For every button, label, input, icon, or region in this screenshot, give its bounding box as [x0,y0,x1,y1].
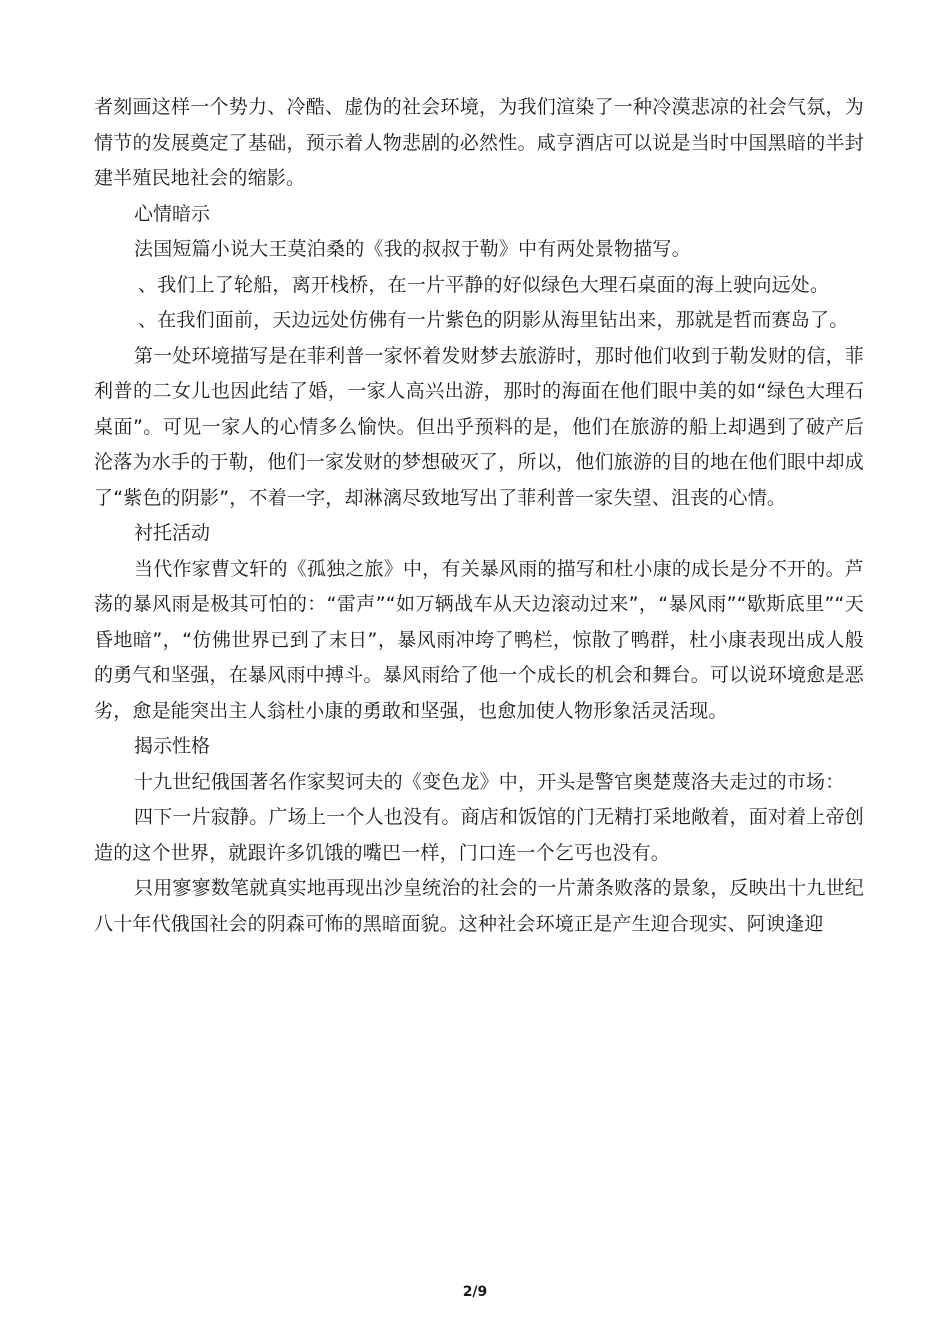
document-body [94,90,864,942]
page-number: 2/9 [462,1284,488,1300]
paragraph-analysis-mood: 第一处环境描写是在菲利普一家怀着发财梦去旅游时，那时他们收到于勒发财的信，菲利普的二女儿也因此结了婚，一家人高兴出游，那时的海面在他们眼中美的如“绿色大理石桌面”。可见一家人的心情多么愉快。但出乎预料的是，他们在旅游的船上却遇到了破产后沦落为水手的于勒，他们一家发财的梦想破灭了，所以，他们旅游的目的地在他们眼中却成了“紫色的阴影”，不着一字，却淋漓尽致地写出了菲利普一家失望、沮丧的心情。 [94,344,864,509]
section-heading-contrast: 衬托活动 [134,522,211,544]
section-heading-character: 揭示性格 [134,735,211,757]
paragraph-quote-chekhov: 四下一片寂静。广场上一个人也没有。商店和饭馆的门无精打采地敞着，面对着上帝创造的这个世界，就跟许多饥饿的嘴巴一样，门口连一个乞丐也没有。 [94,806,864,864]
paragraph-analysis-chekhov: 只用寥寥数笔就真实地再现出沙皇统治的社会的一片萧条败落的景象，反映出十九世纪八十年代俄国社会的阴森可怖的黑暗面貌。这种社会环境正是产生迎合现实、阿谀逢迎 [94,877,864,935]
paragraph-quote-1: 、我们上了轮船，离开栈桥，在一片平静的好似绿色大理石桌面的海上驶向远处。 [138,273,830,296]
paragraph-continuation: 者刻画这样一个势力、冷酷、虚伪的社会环境，为我们渲染了一种冷漠悲凉的社会气氛，为情节的发展奠定了基础，预示着人物悲剧的必然性。咸亨酒店可以说是当时中国黑暗的半封建半殖民地社会的缩影。 [94,96,864,189]
paragraph-intro-chekhov: 十九世纪俄国著名作家契诃夫的《变色龙》中，开头是警官奥楚蔑洛夫走过的市场： [134,770,845,793]
section-heading-mood: 心情暗示 [134,202,211,225]
paragraph-analysis-storm: 当代作家曹文轩的《孤独之旅》中，有关暴风雨的描写和杜小康的成长是分不开的。芦荡的暴风雨是极其可怕的：“雷声”“如万辆战车从天边滚动过来”，“暴风雨”“歇斯底里”“天昏地暗”，“仿佛世界已到了末日”，暴风雨冲垮了鸭栏，惊散了鸭群，杜小康表现出成人般的勇气和坚强，在暴风雨中搏斗。暴风雨给了他一个成长的机会和舞台。可以说环境愈是恶劣，愈是能突出主人翁杜小康的勇敢和坚强，也愈加使人物形象活灵活现。 [94,557,864,722]
paragraph-intro-maupassant: 法国短篇小说大王莫泊桑的《我的叔叔于勒》中有两处景物描写。 [134,238,691,260]
paragraph-quote-2: 、在我们面前，天边远处仿佛有一片紫色的阴影从海里钻出来，那就是哲而赛岛了。 [138,309,849,331]
